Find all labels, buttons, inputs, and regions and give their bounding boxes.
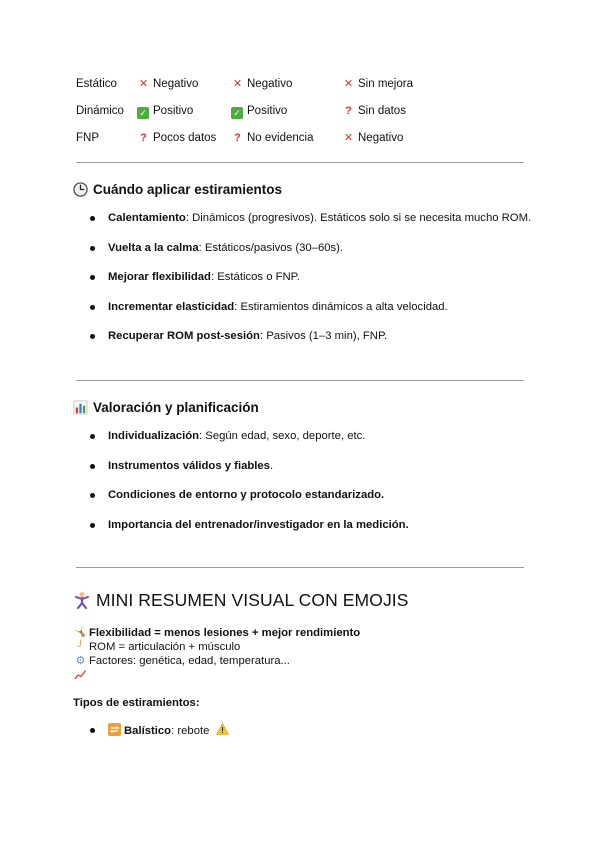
summary-line [74,668,360,682]
bar-chart-icon [73,400,88,415]
cross-mark-icon: ✕ [343,78,354,90]
table-cell: ? Sin datos [342,103,406,119]
section-heading-when: Cuándo aplicar estiramientos [73,182,282,197]
row-label: FNP [76,132,99,144]
table-row [76,130,526,157]
table-cell: ✓ Positivo [231,103,287,119]
check-mark-icon: ✓ [137,107,149,119]
cross-mark-icon: ✕ [343,132,354,144]
table-cell: ? Pocos datos [137,130,216,146]
repeat-icon [108,723,121,736]
question-mark-icon: ? [234,132,241,144]
summary-line: ╯ ROM = articulación + músculo [74,640,360,654]
cross-mark-icon: ✕ [138,78,149,90]
question-mark-icon: ? [140,132,147,144]
list-item: Incrementar elasticidad: Estiramientos dinámicos a alta velocidad. [90,300,530,330]
table-cell: ? No evidencia [231,130,313,146]
list-item: Instrumentos válidos y fiables. [90,459,530,489]
valoracion-list [90,429,530,547]
list-item: Condiciones de entorno y protocolo estandarizado. [90,488,530,518]
row-label: Estático [76,78,117,90]
cross-mark-icon: ✕ [232,78,243,90]
warning-icon [216,723,229,735]
tipos-heading: Tipos de estiramientos: [73,697,200,709]
table-row [76,76,526,103]
person-stretching-icon [73,591,91,609]
table-cell: ✓ Positivo [137,103,193,119]
list-item: Calentamiento: Dinámicos (progresivos). Estáticos solo si se necesita mucho ROM. [90,211,530,241]
table-cell: ✕ Negativo [138,78,199,90]
leg-icon: ╯ [77,641,84,653]
list-item: Balístico: rebote [90,723,530,753]
check-mark-icon: ✓ [231,107,243,119]
comparison-table [76,76,526,157]
list-item: Recuperar ROM post-sesión: Pasivos (1–3 min), FNP. [90,329,530,359]
table-row [76,103,526,130]
summary-lines [74,626,360,682]
person-stretching-icon: 🤸 [74,627,88,639]
divider [76,162,524,163]
table-cell: ✕ Negativo [232,78,293,90]
divider [76,380,524,381]
mini-summary-title: MINI RESUMEN VISUAL CON EMOJIS [73,590,409,611]
section-heading-valoracion: Valoración y planificación [73,400,259,415]
question-mark-icon: ? [345,105,352,117]
when-list [90,211,530,359]
list-item: Vuelta a la calma: Estáticos/pasivos (30–60s). [90,241,530,271]
summary-line: ⚙ Factores: genética, edad, temperatura... [75,655,290,667]
clock-icon [73,182,88,197]
summary-line: 🤸Flexibilidad = menos lesiones + mejor rendimiento [74,627,361,639]
row-label: Dinámico [76,105,124,117]
list-item: Importancia del entrenador/investigador en la medición. [90,518,530,548]
list-item: Mejorar flexibilidad: Estáticos o FNP. [90,270,530,300]
list-item: Individualización: Según edad, sexo, deporte, etc. [90,429,530,459]
table-cell: ✕ Sin mejora [343,78,413,90]
table-cell: ✕ Negativo [343,132,404,144]
divider [76,567,524,568]
chart-increasing-icon [74,668,87,681]
gear-icon: ⚙ [75,655,86,667]
tipos-list [90,723,530,753]
